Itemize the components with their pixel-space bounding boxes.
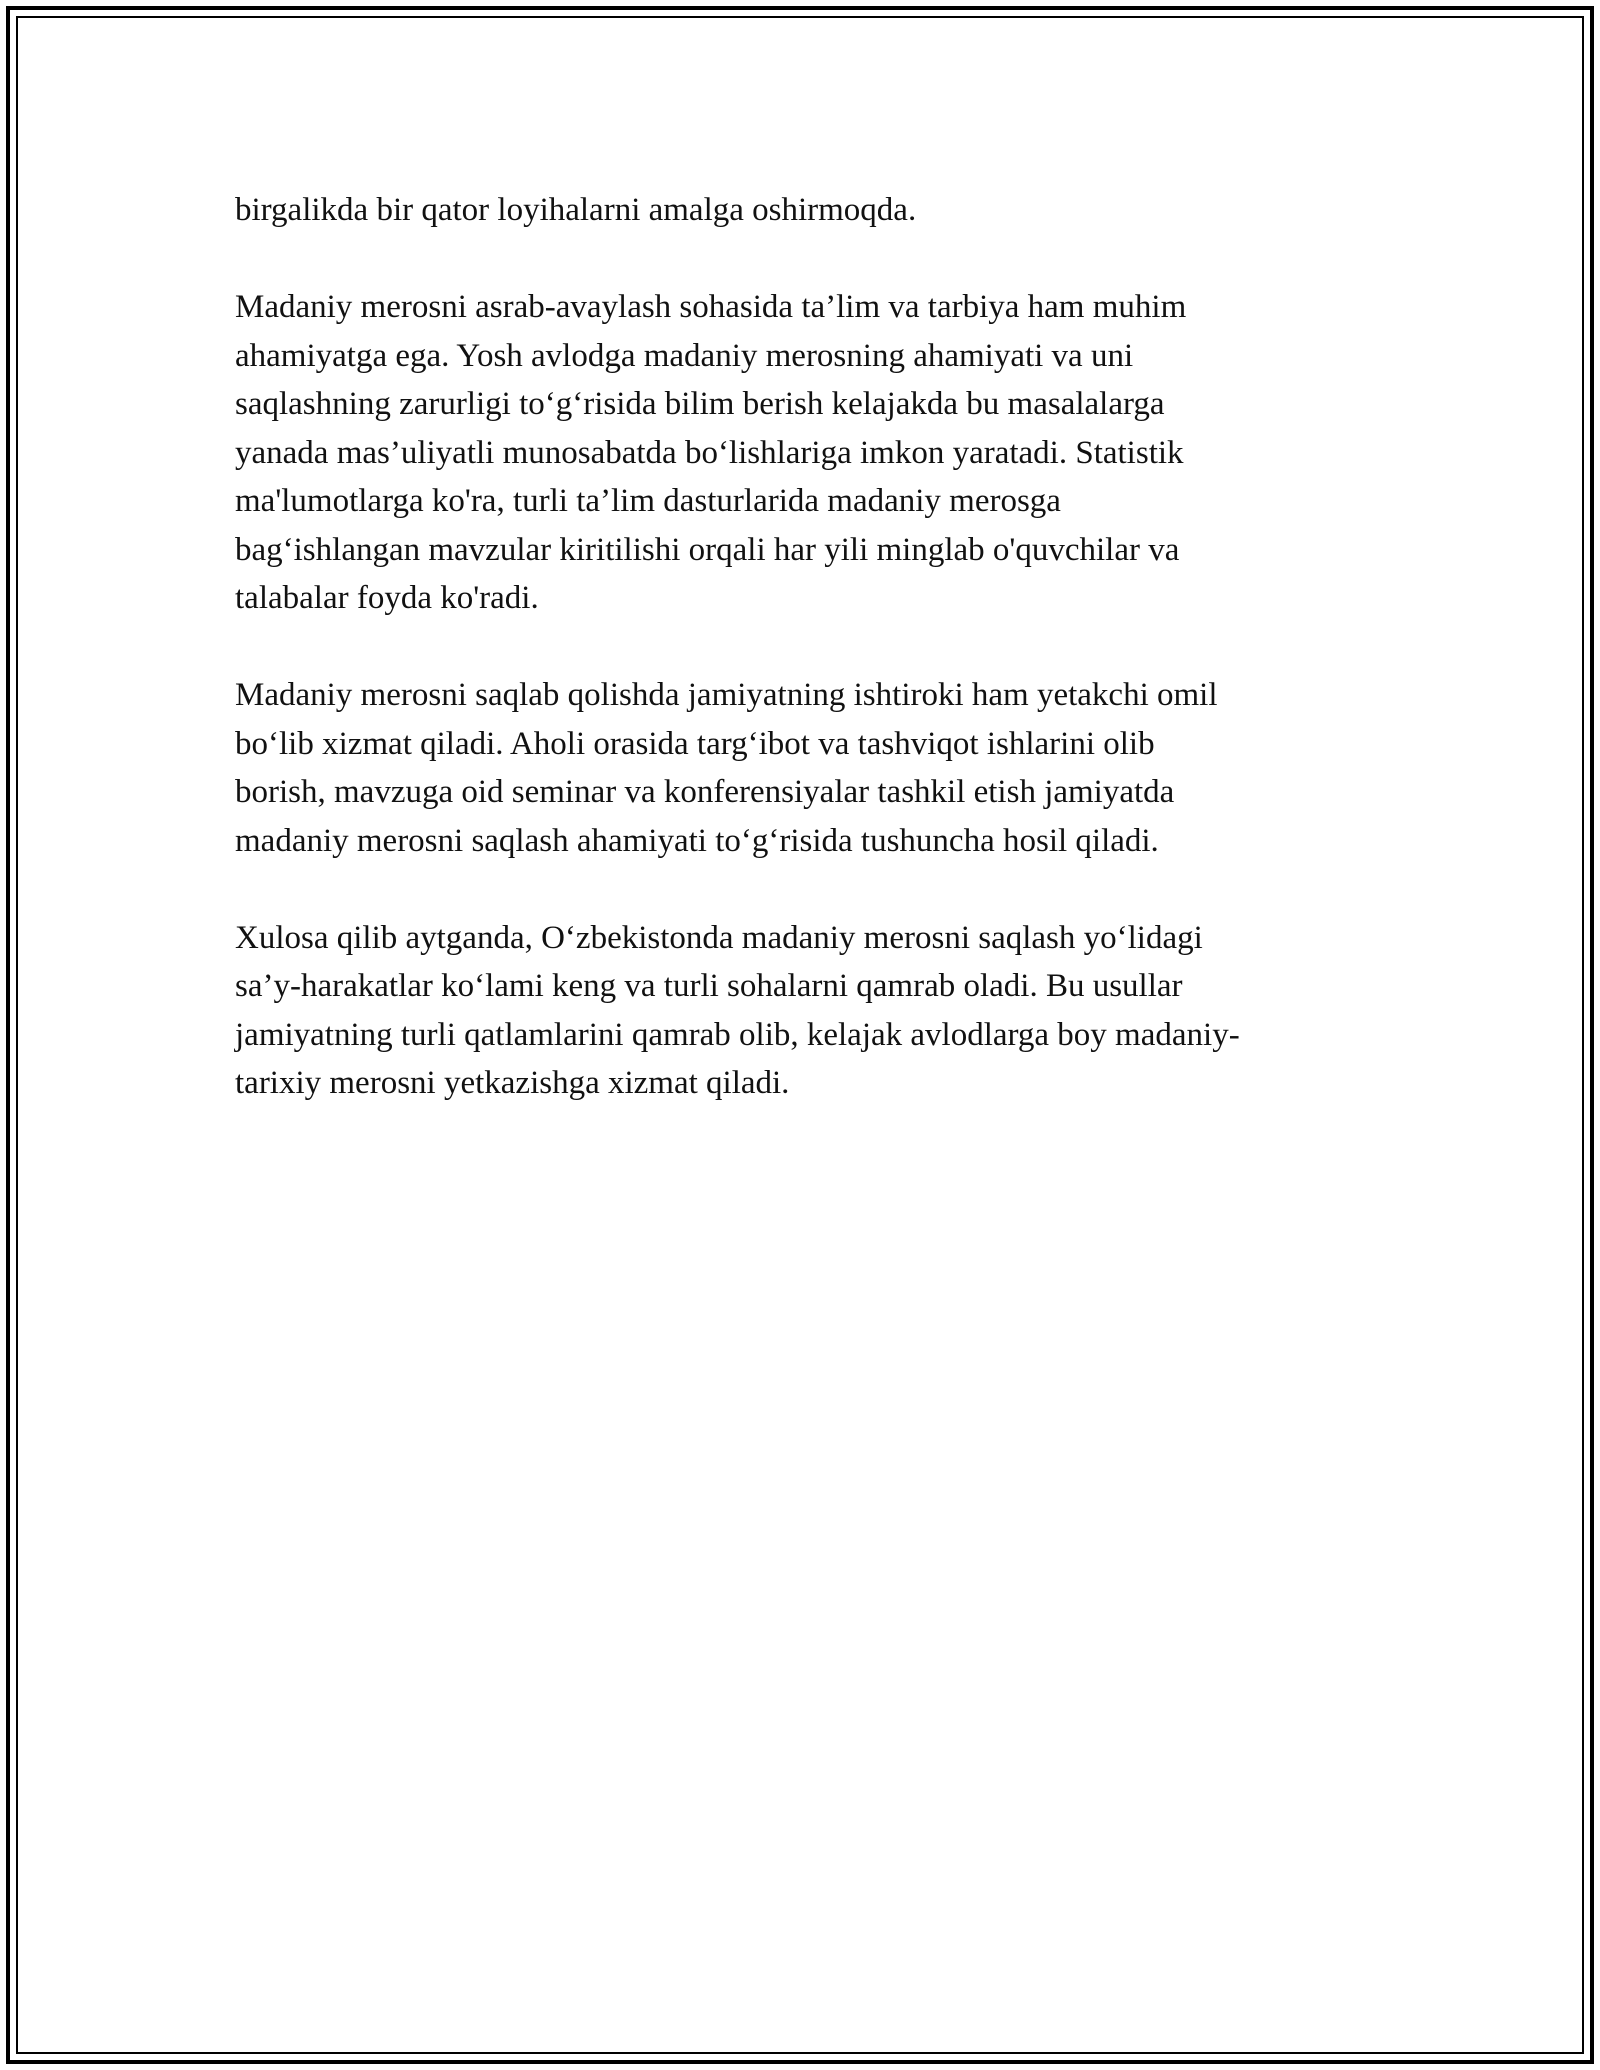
text-line: Madaniy merosni asrab-avaylash sohasida ta’lim va tarbiya ham muhim bbox=[235, 289, 1187, 325]
paragraph-conclusion bbox=[235, 914, 1375, 1108]
text-line: jamiyatning turli qatlamlarini qamrab olib, kelajak avlodlarga boy madaniy- bbox=[235, 1016, 1240, 1053]
text-line: sa’y-harakatlar ko‘lami keng va turli sohalarni qamrab oladi. Bu usullar bbox=[235, 968, 1183, 1004]
text-line: yanada mas’uliyatli munosabatda bo‘lishlariga imkon yaratadi. Statistik bbox=[235, 434, 1184, 471]
text-line: borish, mavzuga oid seminar va konferensiyalar tashkil etish jamiyatda bbox=[235, 774, 1175, 810]
text-line: saqlashning zarurligi to‘g‘risida bilim berish kelajakda bu masalalarga bbox=[235, 386, 1165, 422]
document-body bbox=[235, 186, 1375, 1156]
text-line: ma'lumotlarga ko'ra, turli ta’lim dasturlarida madaniy merosga bbox=[235, 483, 1061, 519]
text-line: Madaniy merosni saqlab qolishda jamiyatning ishtiroki ham yetakchi omil bbox=[235, 677, 1218, 713]
text-line: bo‘lib xizmat qiladi. Aholi orasida targ‘ibot va tashviqot ishlarini olib bbox=[235, 725, 1155, 762]
paragraph-education bbox=[235, 283, 1375, 623]
text-line: Xulosa qilib aytganda, O‘zbekistonda madaniy merosni saqlash yo‘lidagi bbox=[235, 919, 1203, 956]
paragraph-continuation bbox=[235, 186, 1375, 235]
text-line: birgalikda bir qator loyihalarni amalga oshirmoqda. bbox=[235, 192, 917, 228]
text-line: ahamiyatga ega. Yosh avlodga madaniy merosning ahamiyati va uni bbox=[235, 337, 1134, 374]
text-line: talabalar foyda ko'radi. bbox=[235, 580, 539, 616]
paragraph-society bbox=[235, 671, 1375, 865]
text-line: tarixiy merosni yetkazishga xizmat qiladi. bbox=[235, 1065, 790, 1101]
text-line: madaniy merosni saqlash ahamiyati to‘g‘risida tushuncha hosil qiladi. bbox=[235, 822, 1159, 859]
text-line: bag‘ishlangan mavzular kiritilishi orqali har yili minglab o'quvchilar va bbox=[235, 531, 1180, 568]
